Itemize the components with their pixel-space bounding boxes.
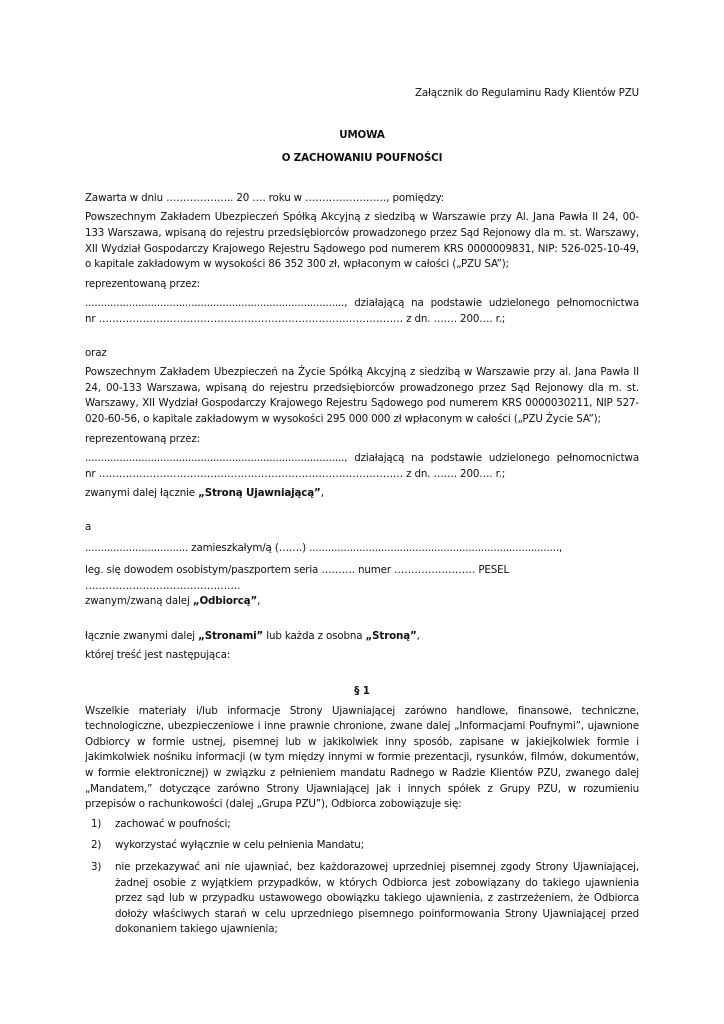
- joint-term: „Stroną Ujawniającą”: [198, 487, 321, 500]
- party1-rep-line1: ..................................................................................., działającą na podstawie udzielonego pełnomocnictwa: [85, 297, 639, 310]
- party2-represented-label: reprezentowaną przez:: [85, 432, 200, 445]
- annex-note: Załącznik do Regulaminu Rady Klientów PZU: [414, 87, 639, 99]
- party2-rep-line2: nr ……………………………………………………………………………… z dn. ……. 200…. r.;: [85, 467, 506, 480]
- document-title: UMOWA: [339, 128, 385, 141]
- list-item: 2) wykorzystać wyłącznie w celu pełnienia Mandatu;: [91, 839, 364, 852]
- party1-rep-line2: nr ……………………………………………………………………………… z dn. ……. 200…. r.;: [85, 312, 506, 325]
- recipient-line1: ................................. zamieszkałym/ą (…….) ................................................................................,: [85, 542, 563, 555]
- section1-heading: § 1: [354, 685, 370, 698]
- party1-description: Powszechnym Zakładem Ubezpieczeń Spółką Akcyjną z siedzibą w Warszawie przy Al. Jana Pawła II 24, 00-133 Warszawa, wpisaną do rejestru przedsiębiorców prowadzonego przez Sąd Rejonowy dla m. st. Warszawy, XII Wydział Gospodarczy Krajowego Rejestru Sądowego pod numerem KRS 0000009831, NIP: 526-025-10-49, o kapitale zakładowym w wysokości 86 352 300 zł, wpłaconym w całości („PZU SA”);: [85, 211, 639, 271]
- recipient-line2: leg. się dowodem osobistym/paszportem seria ………. numer …………………… PESEL ……………………………………….: [85, 564, 510, 592]
- party1-represented-label: reprezentowaną przez:: [85, 277, 200, 290]
- document-page: [85, 86, 639, 944]
- document-subtitle: O ZACHOWANIU POUFNOŚCI: [281, 152, 443, 165]
- section1-body: Wszelkie materiały i/lub informacje Strony Ujawniającej zarówno handlowe, finansowe, techniczne, technologiczne, ubezpieczeniowe i inne prawnie chronione, zwane dalej „Informacjami Poufnymi”, ujawnione Odbiorcy w formie ustnej, pisemnej lub w jakikolwiek inny sposób, zapisane w jakiejkolwiek formie i jakimkolwiek nośniku informacji (w tym między innymi w formie prezentacji, rysunków, filmów, dokumentów, w formie elektronicznej) w związku z pełnieniem mandatu Radnego w Radzie Klientów PZU, zwanego dalej „Mandatem,” dotyczące zarówno Strony Ujawniającej jak i innych spółek z Grupy PZU, w rozumieniu przepisów o rachunkowości (dalej „Grupa PZU”), Odbiorca zobowiązuje się:: [85, 704, 639, 811]
- section1-list: [85, 817, 639, 938]
- and-text: a: [85, 520, 92, 533]
- content-intro: której treść jest następująca:: [85, 649, 231, 662]
- intro-line: Zawarta w dniu ……………….. 20 …. roku w ……………………, pomiędzy:: [85, 191, 444, 204]
- party2-rep-line1: ..................................................................................., działającą na podstawie udzielonego pełnomocnictwa: [85, 452, 639, 465]
- oraz-text: oraz: [85, 346, 107, 359]
- parties-definition: łącznie zwanymi dalej „Stronami” lub każda z osobna „Stroną”,: [85, 629, 420, 642]
- party2-description: Powszechnym Zakładem Ubezpieczeń na Życie Spółką Akcyjną z siedzibą w Warszawie przy al. Jana Pawła II 24, 00-133 Warszawa, wpisaną do rejestru przedsiębiorców prowadzonego przez Sąd Rejonowy dla m. st. Warszawy, XII Wydział Gospodarczy Krajowego Rejestru Sądowego pod numerem KRS 0000030211, NIP 527-020-60-56, o kapitale zakładowym w wysokości 295 000 000 zł wpłaconym w całości („PZU Życie SA”);: [85, 366, 639, 425]
- parties-term: „Stronami”: [198, 629, 264, 642]
- party-term: „Stroną”: [365, 629, 417, 642]
- recipient-term: „Odbiorcą”: [192, 595, 258, 608]
- list-item: 3) nie przekazywać ani nie ujawniać, bez każdorazowej uprzedniej pisemnej zgody Strony Ujawniającej, żadnej osobie z wyjątkiem przypadków, w których Odbiorca jest zobowiązany do takiego ujawnienia przez sąd lub w przypadku ustawowego obowiązku takiego ujawnienia, z zastrzeżeniem, że Odbiorca dołoży właściwych starań w celu uprzedniego pisemnego poinformowania Strony Ujawniającej przed dokonaniem takiego ujawnienia;: [91, 860, 639, 936]
- recipient-line3: zwanym/zwaną dalej „Odbiorcą”,: [85, 595, 261, 608]
- list-item: 1) zachować w poufności;: [91, 817, 231, 830]
- joint-definition: zwanymi dalej łącznie „Stroną Ujawniającą”,: [85, 487, 324, 500]
